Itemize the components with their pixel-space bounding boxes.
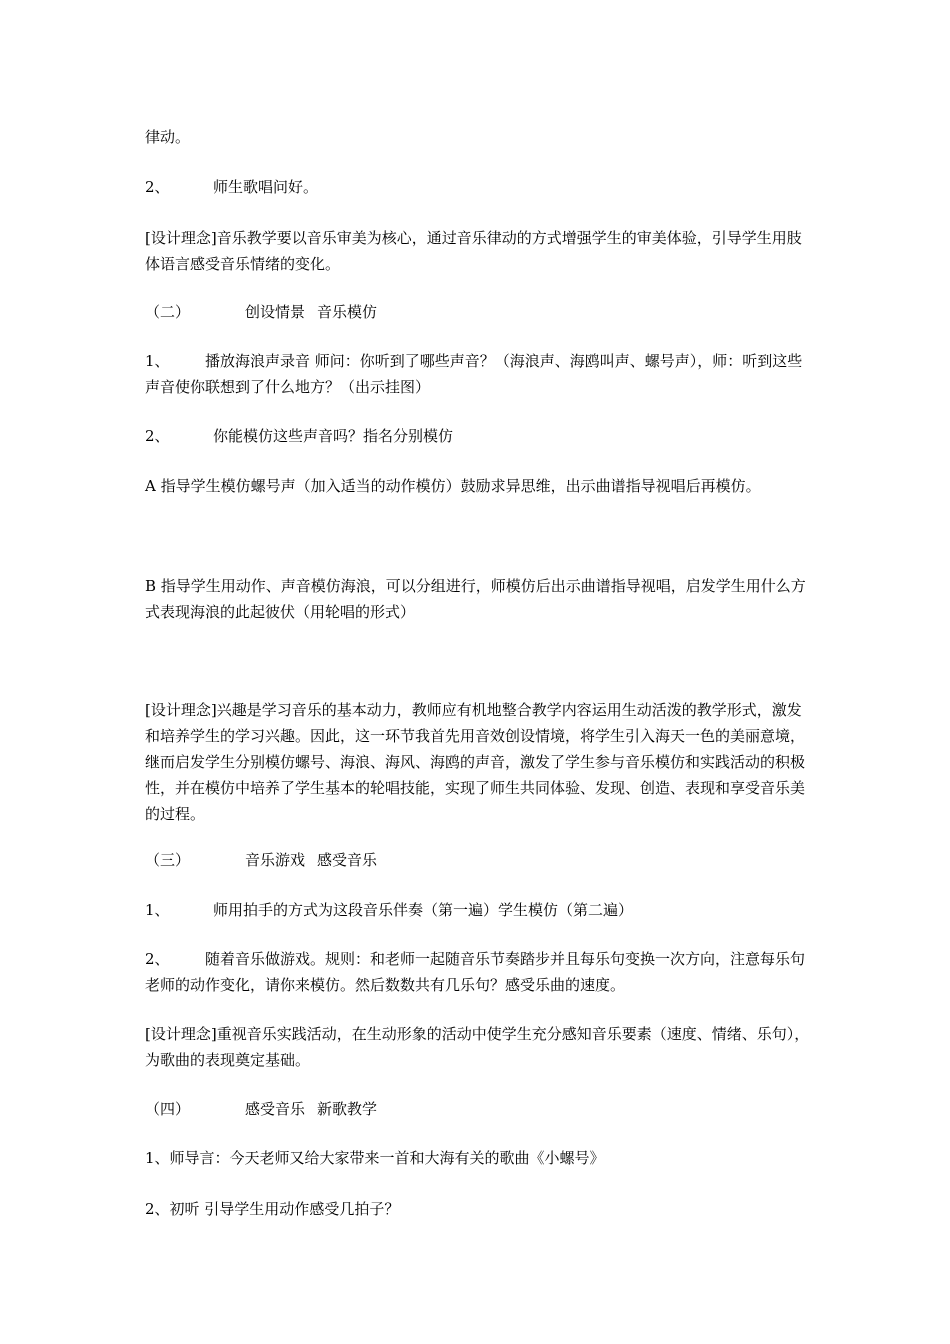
list-number: 2、 <box>145 427 170 445</box>
section-title-a: 创设情景 <box>245 303 306 321</box>
list-text: 师生歌唱问好。 <box>213 178 319 196</box>
design-concept-paragraph-2: [设计理念]兴趣是学习音乐的基本动力，教师应有机地整合教学内容运用生动活泼的教学形式，激发和培养学生的学习兴趣。因此，这一环节我首先用音效创设情境，将学生引入海天一色的美丽意境，继而启发学生分别模仿螺号、海浪、海风、海鸥的声音，激发了学生参与音乐模仿和实践活动的积极性，并在模仿中培养了学生基本的轮唱技能，实现了师生共同体验、发现、创造、表现和享受音乐美的过程。 <box>145 701 806 823</box>
list-item-first-listen: 2、初听 引导学生用动作感受几拍子？ <box>145 1200 400 1218</box>
section-number: （二） <box>145 303 191 321</box>
list-text: 随着音乐做游戏。规则：和老师一起随音乐节奏踏步并且每乐句变换一次方向，注意每乐句老师的动作变化，请你来模仿。然后数数共有几乐句？感受乐曲的速度。 <box>145 950 806 994</box>
section-number: （三） <box>145 851 191 869</box>
paragraph-item-b: B 指导学生用动作、声音模仿海浪，可以分组进行，师模仿后出示曲谱指导视唱，启发学生用什么方式表现海浪的此起彼伏（用轮唱的形式） <box>145 577 806 621</box>
list-item-greeting-song <box>145 174 810 200</box>
section-number: （四） <box>145 1100 191 1118</box>
section-title-a: 音乐游戏 <box>245 851 306 869</box>
section-title-b: 感受音乐 <box>317 851 378 869</box>
section-heading-3 <box>145 847 810 873</box>
list-item-teacher-intro: 1、师导言：今天老师又给大家带来一首和大海有关的歌曲《小螺号》 <box>145 1149 605 1167</box>
list-number: 2、 <box>145 178 170 196</box>
section-title-b: 新歌教学 <box>317 1100 378 1118</box>
design-concept-paragraph-3: [设计理念]重视音乐实践活动，在生动形象的活动中使学生充分感知音乐要素（速度、情绪、乐句），为歌曲的表现奠定基础。 <box>145 1025 810 1069</box>
section-heading-2 <box>145 299 810 325</box>
list-number: 2、 <box>145 950 170 968</box>
list-number: 1、 <box>145 901 170 919</box>
list-item-wave-recording <box>145 348 810 400</box>
list-item-music-game <box>145 946 810 998</box>
design-concept-paragraph-1: [设计理念]音乐教学要以音乐审美为核心，通过音乐律动的方式增强学生的审美体验，引导学生用肢体语言感受音乐情绪的变化。 <box>145 229 802 273</box>
list-item-clapping <box>145 897 810 923</box>
paragraph-item-a: A 指导学生模仿螺号声（加入适当的动作模仿）鼓励求异思维，出示曲谱指导视唱后再模仿。 <box>145 477 761 495</box>
list-text: 播放海浪声录音 师问：你听到了哪些声音？（海浪声、海鸥叫声、螺号声），师：听到这些声音使你联想到了什么地方？（出示挂图） <box>145 352 803 396</box>
section-title-b: 音乐模仿 <box>317 303 378 321</box>
list-number: 1、 <box>145 352 170 370</box>
list-item-imitate-sounds <box>145 423 810 449</box>
list-text: 你能模仿这些声音吗？指名分别模仿 <box>213 427 454 445</box>
section-title-a: 感受音乐 <box>245 1100 306 1118</box>
section-heading-4 <box>145 1096 810 1122</box>
paragraph-rhythm-end: 律动。 <box>145 128 191 146</box>
list-text: 师用拍手的方式为这段音乐伴奏（第一遍）学生模仿（第二遍） <box>213 901 634 919</box>
